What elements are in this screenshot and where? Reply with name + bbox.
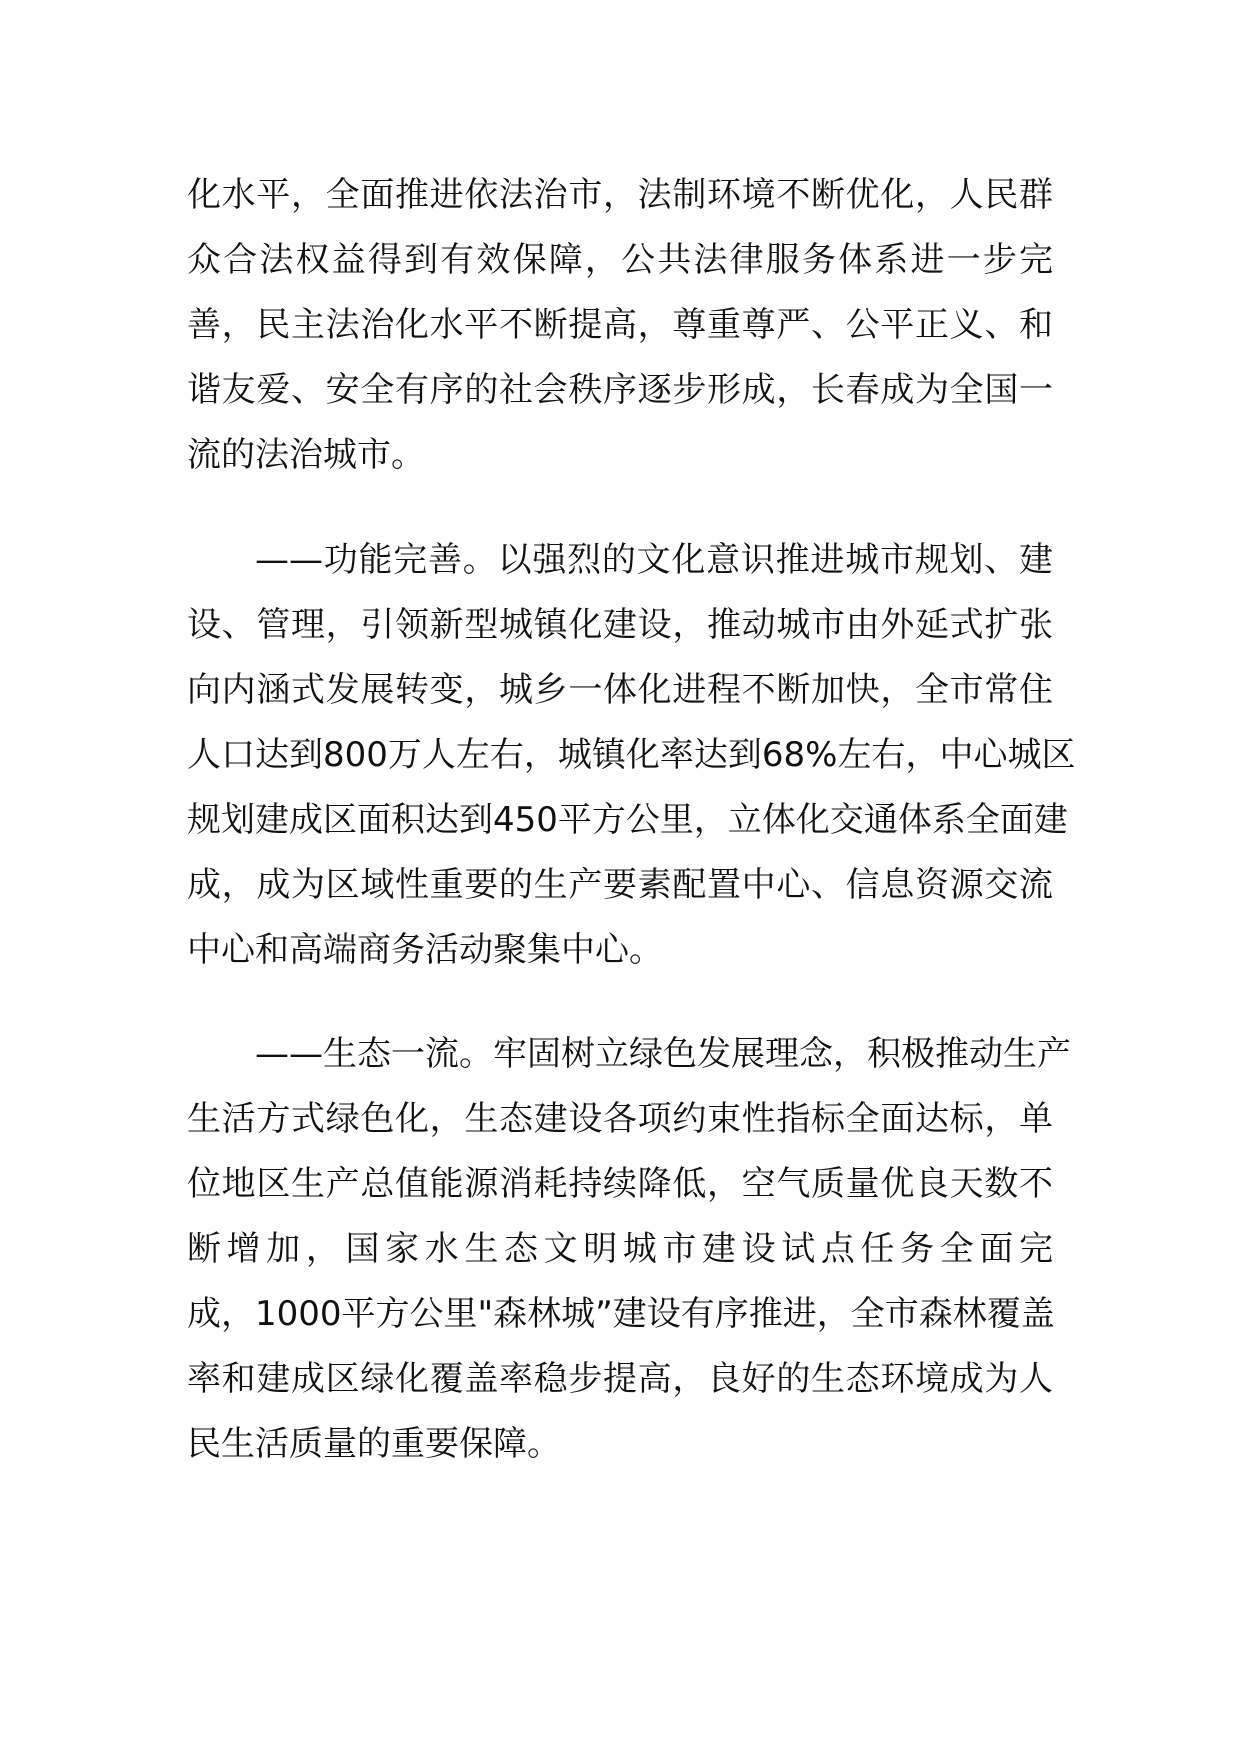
paragraph-3-line-1: ——生态一流。牢固树立绿色发展理念，积极推动生产 [255,1034,1071,1074]
paragraph-2-line-7: 中心和高端商务活动聚集中心。 [187,930,663,970]
paragraph-3-line-6: 率和建成区绿化覆盖率稳步提高，良好的生态环境成为人 [187,1359,1053,1399]
paragraph-2-line-2: 设、管理，引领新型城镇化建设，推动城市由外延式扩张 [187,605,1053,645]
paragraph-1-line-1: 化水平，全面推进依法治市，法制环境不断优化，人民群 [187,175,1053,215]
paragraph-3-line-7: 民生活质量的重要保障。 [187,1424,561,1464]
paragraph-3-line-5: 成，1000平方公里"森林城”建设有序推进，全市森林覆盖 [187,1294,1055,1334]
paragraph-2-line-5: 规划建成区面积达到450平方公里，立体化交通体系全面建 [187,800,1068,840]
paragraph-1-line-3: 善，民主法治化水平不断提高，尊重尊严、公平正义、和 [187,305,1053,345]
paragraph-1-line-5: 流的法治城市。 [187,435,425,475]
paragraph-1-line-4: 谐友爱、安全有序的社会秩序逐步形成，长春成为全国一 [187,370,1053,410]
paragraph-2-line-4: 人口达到800万人左右，城镇化率达到68%左右，中心城区 [187,735,1076,775]
paragraph-3-line-2: 生活方式绿色化，生态建设各项约束性指标全面达标，单 [187,1099,1053,1139]
paragraph-3-line-4: 断增加，国家水生态文明城市建设试点任务全面完 [187,1229,1053,1269]
paragraph-2-line-1: ——功能完善。以强烈的文化意识推进城市规划、建 [255,540,1053,580]
paragraph-2-line-6: 成，成为区域性重要的生产要素配置中心、信息资源交流 [187,865,1053,905]
paragraph-3-line-3: 位地区生产总值能源消耗持续降低，空气质量优良天数不 [187,1164,1053,1204]
paragraph-2-line-3: 向内涵式发展转变，城乡一体化进程不断加快，全市常住 [187,670,1053,710]
paragraph-1-line-2: 众合法权益得到有效保障，公共法律服务体系进一步完 [187,240,1053,280]
